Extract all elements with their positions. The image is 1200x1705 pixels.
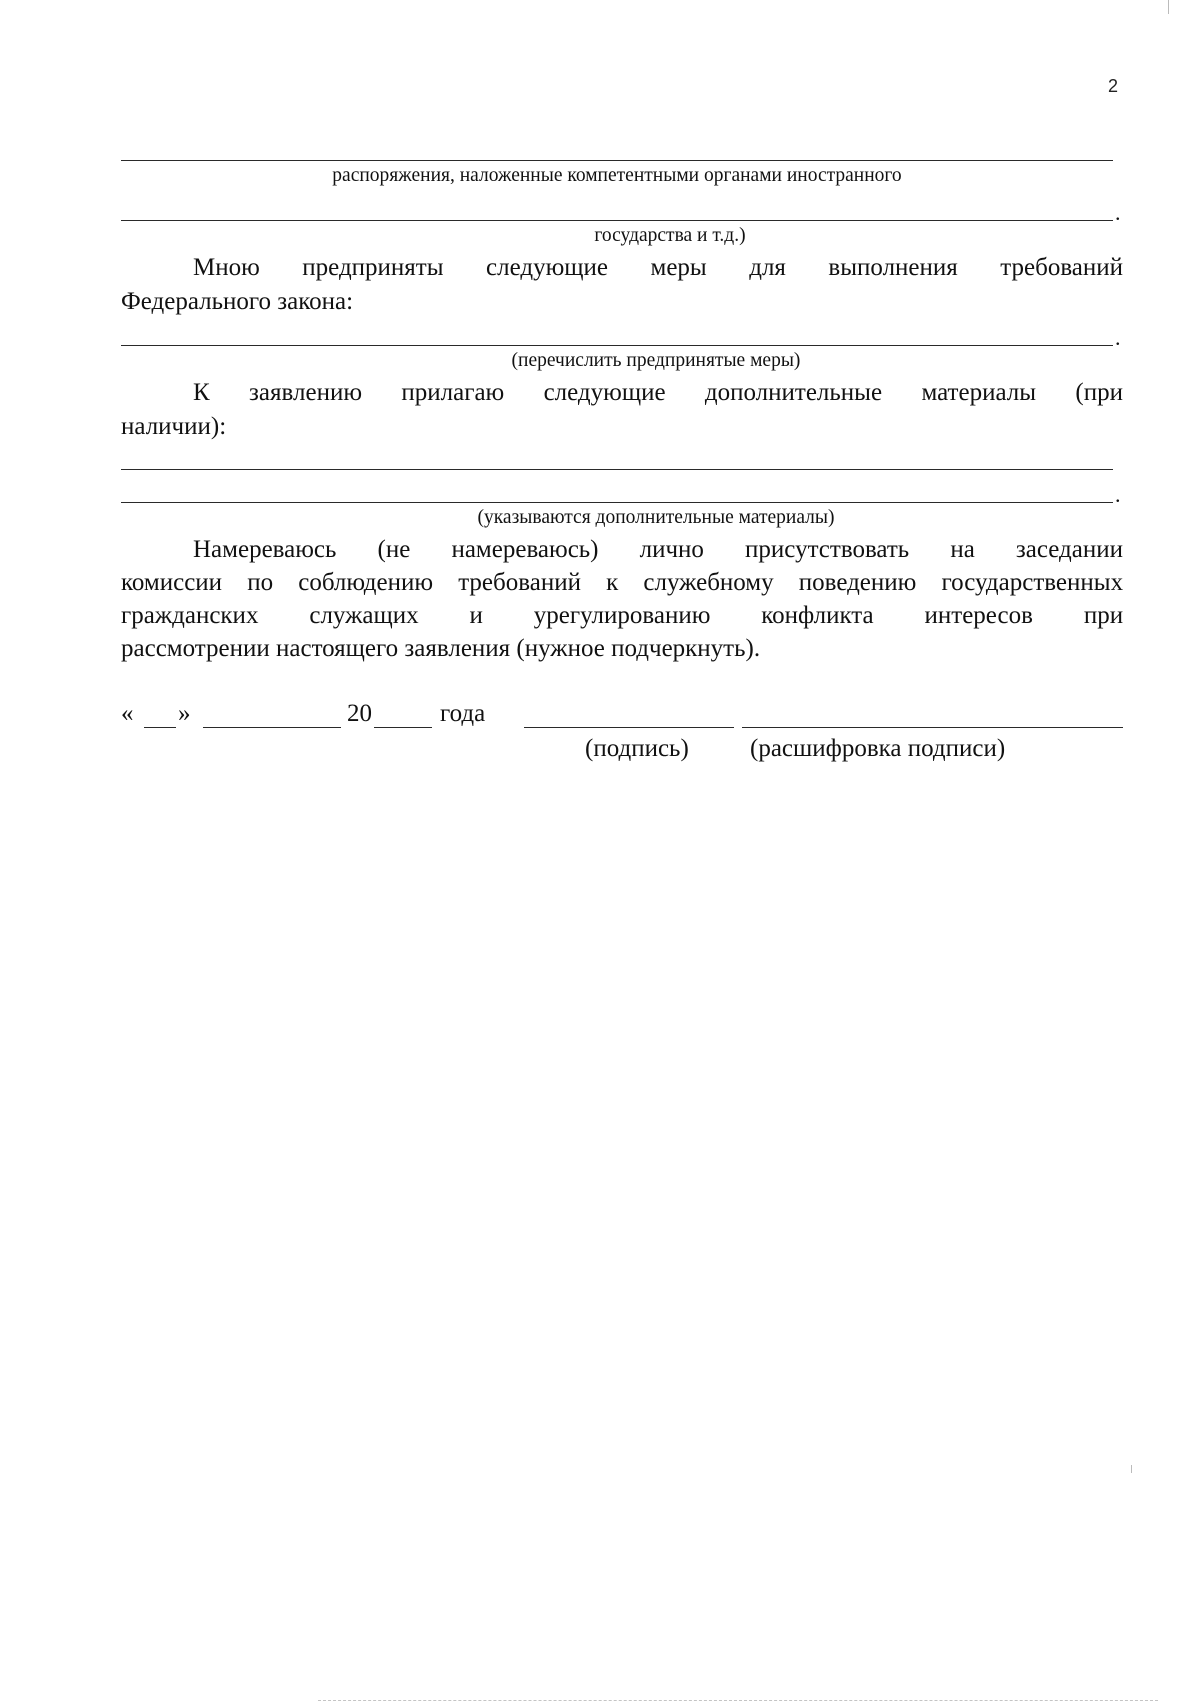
word: дополнительные (704, 379, 883, 406)
word: для (749, 254, 786, 281)
word: служебному (643, 569, 774, 596)
scan-mark (318, 1700, 1158, 1701)
word: при (1083, 602, 1124, 629)
blank-line (121, 220, 1113, 221)
blank-line (121, 502, 1113, 503)
word: требований (1000, 254, 1124, 281)
paragraph-line (121, 533, 1123, 566)
line-end-mark: . (1115, 200, 1121, 225)
date-year-word: года (440, 700, 486, 727)
paragraph-line: наличии): (121, 413, 227, 440)
word: соблюдению (298, 569, 434, 596)
word: поведению (798, 569, 917, 596)
blank-line (121, 160, 1113, 161)
word: интересов (924, 602, 1033, 629)
word: конфликта (761, 602, 874, 629)
paragraph-line (121, 376, 1123, 409)
signature-decoding-blank (742, 727, 1123, 728)
word: К (193, 379, 210, 406)
word: присутствовать (745, 536, 910, 563)
word: комиссии (121, 569, 223, 596)
line-end-mark: . (1115, 325, 1121, 350)
word: и (469, 602, 483, 629)
word: требований (458, 569, 581, 596)
date-open-quote: « (121, 700, 134, 727)
date-month-blank (203, 727, 341, 728)
field-caption: (перечислить предпринятые меры) (511, 350, 801, 371)
word: государственных (941, 569, 1124, 596)
paragraph-line (121, 599, 1123, 632)
signature-blank (524, 727, 734, 728)
word: по (247, 569, 274, 596)
word: лично (639, 536, 704, 563)
field-caption: распоряжения, наложенные компетентными органами иностранного (332, 165, 902, 186)
blank-line (121, 345, 1113, 346)
word: Намереваюсь (193, 536, 337, 563)
word: к (606, 569, 619, 596)
word: Мною (193, 254, 260, 281)
word: выполнения (828, 254, 958, 281)
blank-line (121, 469, 1113, 470)
word: на (950, 536, 975, 563)
word: (при (1075, 379, 1123, 406)
word: предприняты (302, 254, 444, 281)
signature-caption: (подпись) (585, 735, 689, 762)
date-century: 20 (347, 700, 372, 727)
word: (не (377, 536, 411, 563)
word: прилагаю (401, 379, 505, 406)
line-end-mark: . (1115, 482, 1121, 507)
paragraph-line: Федерального закона: (121, 288, 354, 315)
date-year-blank (374, 727, 432, 728)
paragraph-line (121, 566, 1123, 599)
date-close-quote: » (178, 700, 191, 727)
word: намереваюсь) (451, 536, 599, 563)
word: материалы (921, 379, 1037, 406)
page-number: 2 (1108, 76, 1119, 96)
paragraph-line: рассмотрении настоящего заявления (нужное подчеркнуть). (121, 635, 761, 662)
word: следующие (543, 379, 666, 406)
word: урегулированию (533, 602, 711, 629)
word: меры (650, 254, 707, 281)
field-caption: государства и т.д.) (594, 225, 746, 246)
scan-mark (1168, 0, 1169, 14)
word: гражданских (121, 602, 259, 629)
paragraph-line (121, 251, 1123, 284)
signature-decoding-caption: (расшифровка подписи) (750, 735, 1006, 762)
date-day-blank (144, 727, 176, 728)
word: заседании (1015, 536, 1124, 563)
word: служащих (309, 602, 419, 629)
field-caption: (указываются дополнительные материалы) (477, 507, 835, 528)
scan-mark (1131, 1465, 1132, 1473)
word: заявлению (249, 379, 362, 406)
word: следующие (486, 254, 608, 281)
